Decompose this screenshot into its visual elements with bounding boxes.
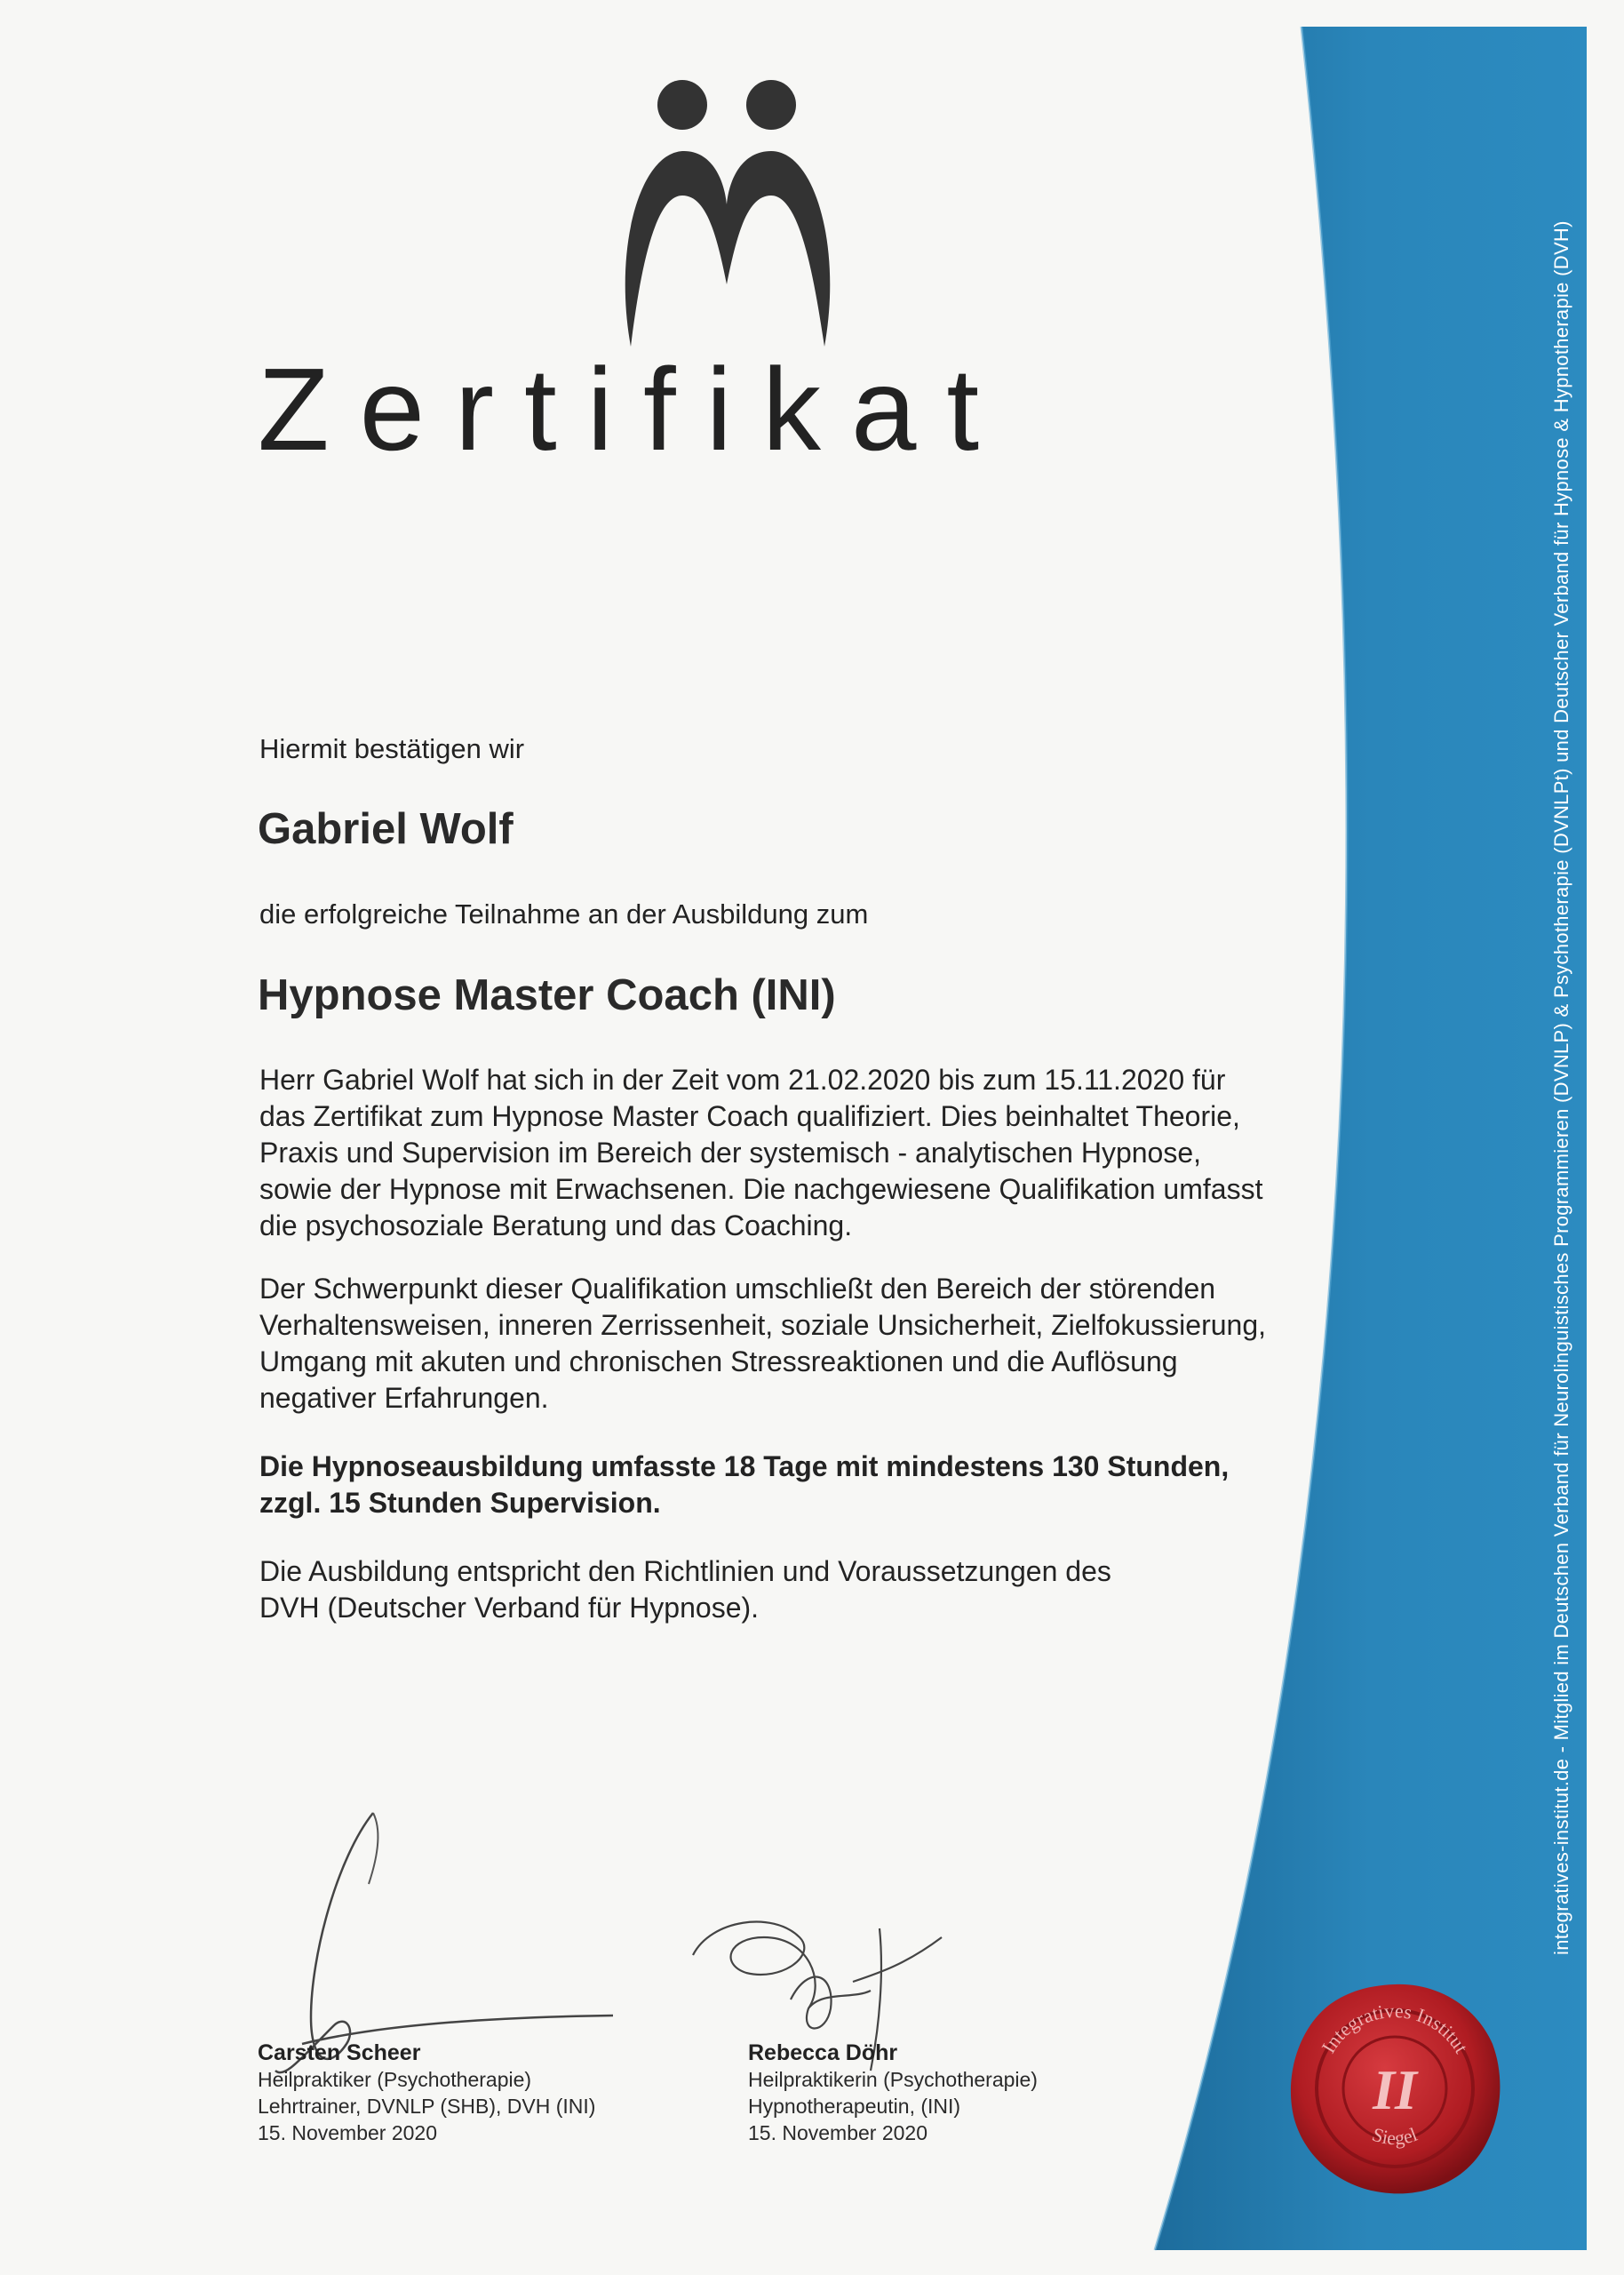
hours-line: zzgl. 15 Stunden Supervision. bbox=[259, 1487, 661, 1519]
description-line: die psychosoziale Beratung und das Coaching. bbox=[259, 1209, 853, 1241]
two-figures-logo-icon bbox=[613, 71, 844, 355]
signer-title: Heilpraktiker (Psychotherapie) bbox=[258, 2068, 532, 2091]
hours-line: Die Hypnoseausbildung umfasste 18 Tage mit mindestens 130 Stunden, bbox=[259, 1450, 1230, 1482]
focus-paragraph bbox=[259, 1271, 1352, 1417]
svg-text:Siegel bbox=[1370, 2123, 1421, 2149]
signer-name: Rebecca Döhr bbox=[748, 2040, 898, 2065]
logo-body bbox=[625, 151, 831, 347]
focus-line: negativer Erfahrungen. bbox=[259, 1382, 549, 1414]
focus-line: Umgang mit akuten und chronischen Stressreaktionen und die Auflösung bbox=[259, 1345, 1178, 1377]
signer-title: Heilpraktikerin (Psychotherapie) bbox=[748, 2068, 1038, 2091]
signer-name: Carsten Scheer bbox=[258, 2040, 421, 2065]
logo-head-left bbox=[657, 80, 707, 130]
hours-paragraph bbox=[259, 1449, 1352, 1521]
course-title: Hypnose Master Coach (INI) bbox=[258, 971, 836, 1019]
focus-line: Verhaltensweisen, inneren Zerrissenheit, soziale Unsicherheit, Zielfokussierung, bbox=[259, 1309, 1267, 1341]
seal-monogram: II bbox=[1373, 2058, 1417, 2121]
compliance-line: DVH (Deutscher Verband für Hypnose). bbox=[259, 1592, 760, 1624]
signature-block-2 bbox=[748, 2040, 1038, 2146]
seal-text-top: Integratives Institut bbox=[1317, 1999, 1473, 2057]
signature-date: 15. November 2020 bbox=[748, 2121, 928, 2144]
description-line: Praxis und Supervision im Bereich der systemisch - analytischen Hypnose, bbox=[259, 1137, 1202, 1169]
description-line: Herr Gabriel Wolf hat sich in der Zeit vom 21.02.2020 bis zum 15.11.2020 für bbox=[259, 1064, 1226, 1096]
focus-line: Der Schwerpunkt dieser Qualifikation umschließt den Bereich der störenden bbox=[259, 1273, 1216, 1305]
intro-text: Hiermit bestätigen wir bbox=[259, 733, 525, 764]
wax-seal-icon bbox=[1284, 1977, 1506, 2199]
signer-title: Hypnotherapeutin, (INI) bbox=[748, 2095, 961, 2118]
signature-date: 15. November 2020 bbox=[258, 2121, 438, 2144]
logo-head-right bbox=[746, 80, 796, 130]
description-paragraph bbox=[259, 1062, 1352, 1244]
description-line: sowie der Hypnose mit Erwachsenen. Die nachgewiesene Qualifikation umfasst bbox=[259, 1173, 1263, 1205]
certificate-title: Zertifikat bbox=[258, 344, 1010, 475]
compliance-paragraph bbox=[259, 1553, 1352, 1626]
signer-title: Lehrtrainer, DVNLP (SHB), DVH (INI) bbox=[258, 2095, 596, 2118]
participation-text: die erfolgreiche Teilnahme an der Ausbildung zum bbox=[259, 898, 869, 930]
description-line: das Zertifikat zum Hypnose Master Coach qualifiziert. Dies beinhaltet Theorie, bbox=[259, 1100, 1240, 1132]
side-band-text: integratives-institut.de - Mitglied im Deutschen Verband für Neurolinguistisches Programmieren (DVNLP) & Psychotherapie (DVNLPt) und Deutscher Verband für Hypnose & Hypnotherapie (DVH) bbox=[1550, 220, 1572, 1955]
seal-text-bottom: Siegel bbox=[1369, 2122, 1421, 2150]
signature-block-1 bbox=[258, 2040, 595, 2146]
compliance-line: Die Ausbildung entspricht den Richtlinien und Voraussetzungen des bbox=[259, 1555, 1111, 1587]
recipient-name: Gabriel Wolf bbox=[258, 805, 513, 853]
